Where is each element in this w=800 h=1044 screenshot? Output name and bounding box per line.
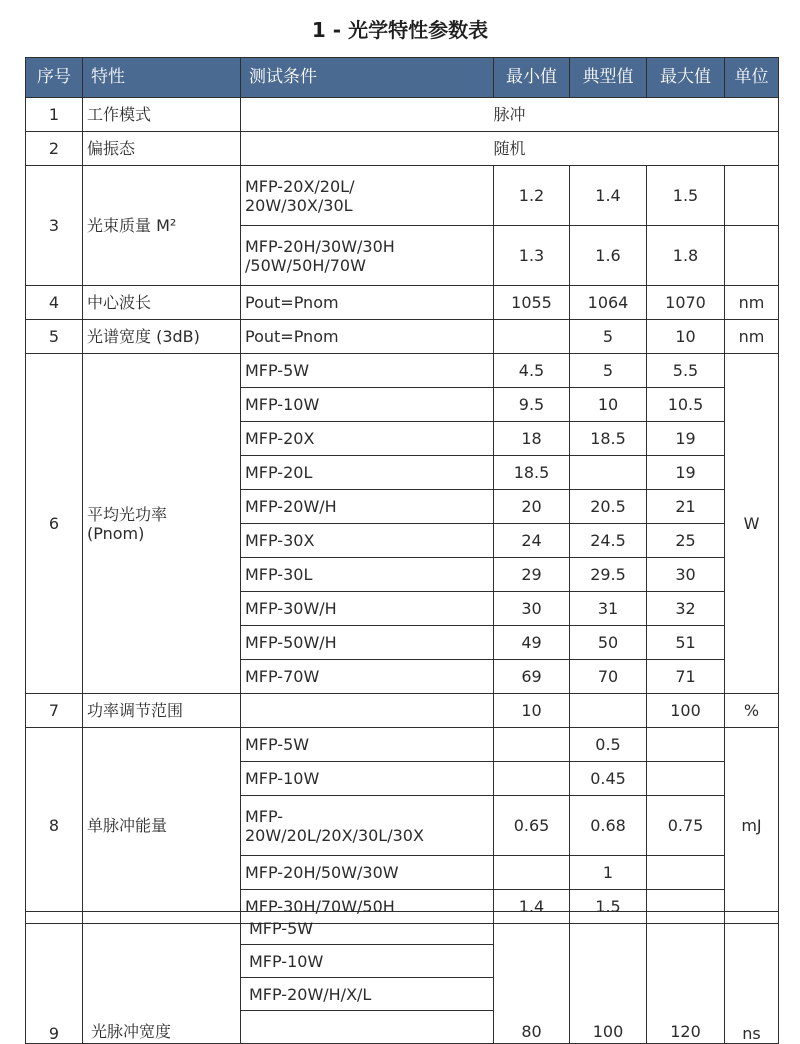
row-condition: MFP-30W/H <box>241 592 494 626</box>
row-no: 2 <box>26 132 83 166</box>
row-min: 20 <box>494 490 570 524</box>
row-min <box>494 856 570 890</box>
row-typ: 0.68 <box>570 796 647 856</box>
row-max: 51 <box>647 626 725 660</box>
row-condition: Pout=Pnom <box>241 286 494 320</box>
row-condition: MFP-5W <box>241 354 494 388</box>
row-value: 随机 <box>241 132 779 166</box>
row-condition: MFP-70W <box>241 660 494 694</box>
row-no: 6 <box>26 354 83 694</box>
row-typ: 1064 <box>570 286 647 320</box>
row-condition: MFP-10W <box>241 762 494 796</box>
row-condition: Pout=Pnom <box>241 320 494 354</box>
row-typ: 10 <box>570 388 647 422</box>
row-min: 9.5 <box>494 388 570 422</box>
row-max: 10 <box>647 320 725 354</box>
row-property: 光谱宽度 (3dB) <box>83 320 241 354</box>
header-condition: 测试条件 <box>241 58 494 98</box>
row-typ: 0.45 <box>570 762 647 796</box>
row-min: 49 <box>494 626 570 660</box>
row-condition <box>241 1011 494 1044</box>
row-typ: 29.5 <box>570 558 647 592</box>
row-condition <box>241 694 494 728</box>
row-condition: MFP-20W/H <box>241 490 494 524</box>
row-min: 18 <box>494 422 570 456</box>
header-no: 序号 <box>26 58 83 98</box>
row-typ: 24.5 <box>570 524 647 558</box>
row-min: 1.4 <box>494 890 570 924</box>
table-header-row <box>26 58 779 98</box>
property-text: 平均光功率 (Pnom) <box>87 504 168 543</box>
row-value: 脉冲 <box>241 98 779 132</box>
row-unit: % <box>725 694 779 728</box>
row-min: 1.2 <box>494 166 570 226</box>
header-min: 最小值 <box>494 58 570 98</box>
header-typ: 典型值 <box>570 58 647 98</box>
row-property: 功率调节范围 <box>83 694 241 728</box>
row-unit <box>725 166 779 226</box>
header-max: 最大值 <box>647 58 725 98</box>
row-condition: MFP-50W/H <box>241 626 494 660</box>
header-property: 特性 <box>83 58 241 98</box>
row-property: 工作模式 <box>83 98 241 132</box>
row-condition: MFP-5W <box>241 912 494 945</box>
row-no: 8 <box>26 728 83 924</box>
row-property: 光束质量 M² <box>83 166 241 286</box>
row-min: 1.3 <box>494 226 570 286</box>
row-max: 71 <box>647 660 725 694</box>
row-property: 单脉冲能量 <box>83 728 241 924</box>
row-min: 10 <box>494 694 570 728</box>
row-min: 18.5 <box>494 456 570 490</box>
row-max: 100 <box>647 694 725 728</box>
row-no: 9 <box>26 912 83 1044</box>
row-condition: MFP-30H/70W/50H <box>241 890 494 924</box>
row-min: 0.65 <box>494 796 570 856</box>
row-max <box>647 856 725 890</box>
row-max: 1.5 <box>647 166 725 226</box>
row-max: 0.75 <box>647 796 725 856</box>
row-typ: 50 <box>570 626 647 660</box>
row-min <box>494 762 570 796</box>
row-max <box>647 728 725 762</box>
page-title: 1 - 光学特性参数表 <box>311 18 489 42</box>
row-unit: nm <box>725 320 779 354</box>
row-max: 19 <box>647 456 725 490</box>
row-typ: 31 <box>570 592 647 626</box>
row-unit: W <box>725 354 779 694</box>
row-unit: ns <box>725 912 779 1044</box>
row-property: 偏振态 <box>83 132 241 166</box>
row-no: 5 <box>26 320 83 354</box>
row-typ: 5 <box>570 354 647 388</box>
row-typ: 1.5 <box>570 890 647 924</box>
row-typ: 5 <box>570 320 647 354</box>
row-condition: MFP-30L <box>241 558 494 592</box>
table-row <box>26 320 779 354</box>
row-max: 30 <box>647 558 725 592</box>
row-condition: MFP-20H/50W/30W <box>241 856 494 890</box>
table-row <box>26 728 779 762</box>
row-property: 中心波长 <box>83 286 241 320</box>
row-min: 29 <box>494 558 570 592</box>
row-property: 光脉冲宽度 <box>83 912 241 1044</box>
row-min: 69 <box>494 660 570 694</box>
row-no: 7 <box>26 694 83 728</box>
table-row <box>26 694 779 728</box>
row-max: 5.5 <box>647 354 725 388</box>
row-max: 1.8 <box>647 226 725 286</box>
row-typ: 70 <box>570 660 647 694</box>
optical-spec-table-continued <box>25 911 779 1044</box>
row-min: 4.5 <box>494 354 570 388</box>
row-condition: MFP-5W <box>241 728 494 762</box>
row-max: 25 <box>647 524 725 558</box>
row-min: 30 <box>494 592 570 626</box>
row-min: 80 <box>494 912 570 1044</box>
row-condition <box>241 796 494 856</box>
row-typ: 20.5 <box>570 490 647 524</box>
row-typ: 18.5 <box>570 422 647 456</box>
row-typ: 0.5 <box>570 728 647 762</box>
row-min: 24 <box>494 524 570 558</box>
row-min: 1055 <box>494 286 570 320</box>
row-condition: MFP-10W <box>241 388 494 422</box>
row-typ: 100 <box>570 912 647 1044</box>
row-condition <box>241 166 494 226</box>
row-condition: MFP-20X <box>241 422 494 456</box>
row-max: 1070 <box>647 286 725 320</box>
row-condition: MFP-30X <box>241 524 494 558</box>
row-typ <box>570 694 647 728</box>
row-property <box>83 354 241 694</box>
row-no: 4 <box>26 286 83 320</box>
table-row <box>26 166 779 226</box>
table-row <box>26 132 779 166</box>
optical-spec-table <box>25 57 779 924</box>
row-max: 32 <box>647 592 725 626</box>
row-no: 1 <box>26 98 83 132</box>
row-typ <box>570 456 647 490</box>
row-max: 120 <box>647 912 725 1044</box>
header-unit: 单位 <box>725 58 779 98</box>
row-max: 19 <box>647 422 725 456</box>
condition-text: MFP-20X/20L/ 20W/30X/30L <box>245 176 355 215</box>
table-row <box>26 98 779 132</box>
row-typ: 1.4 <box>570 166 647 226</box>
row-max: 21 <box>647 490 725 524</box>
row-unit: nm <box>725 286 779 320</box>
row-unit: mJ <box>725 728 779 924</box>
row-condition: MFP-20W/H/X/L <box>241 978 494 1011</box>
row-typ: 1.6 <box>570 226 647 286</box>
row-max <box>647 762 725 796</box>
row-condition: MFP-10W <box>241 945 494 978</box>
row-typ: 1 <box>570 856 647 890</box>
table-row <box>26 354 779 388</box>
row-max: 10.5 <box>647 388 725 422</box>
row-unit <box>725 226 779 286</box>
table-row <box>26 286 779 320</box>
condition-text: MFP-20H/30W/30H /50W/50H/70W <box>245 236 395 275</box>
row-no: 3 <box>26 166 83 286</box>
row-condition <box>241 226 494 286</box>
condition-text: MFP- 20W/20L/20X/30L/30X <box>245 806 424 845</box>
row-min <box>494 320 570 354</box>
row-condition: MFP-20L <box>241 456 494 490</box>
row-min <box>494 728 570 762</box>
table-row <box>26 912 779 945</box>
